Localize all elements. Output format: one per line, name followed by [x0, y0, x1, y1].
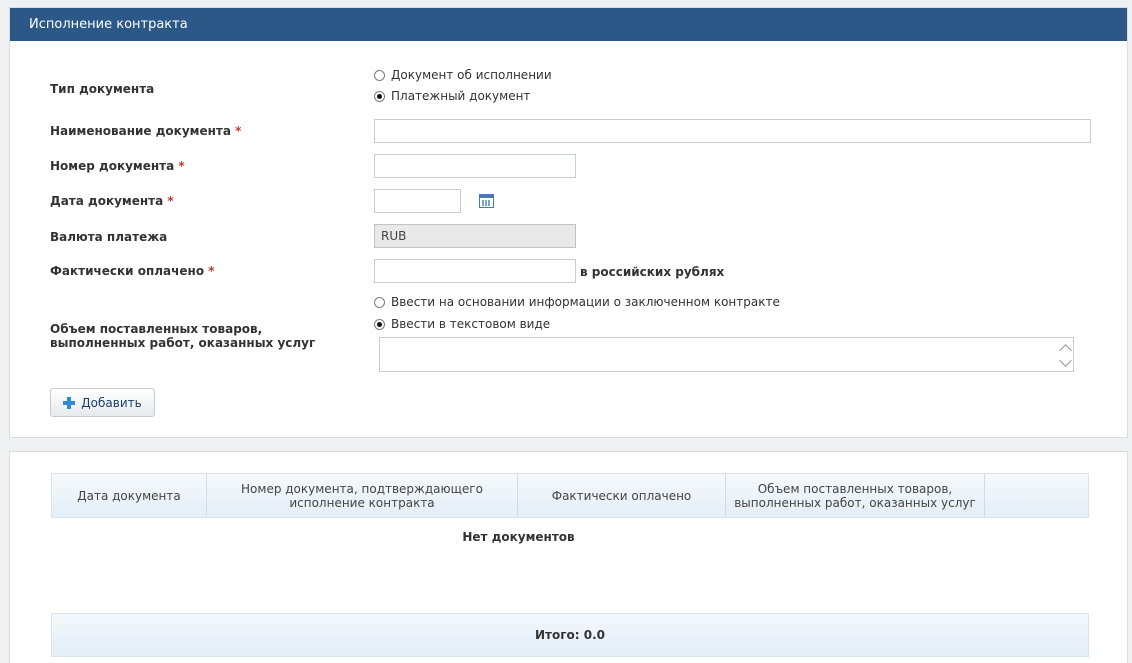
doc-number-input[interactable] — [374, 154, 576, 178]
radio-button[interactable] — [374, 91, 385, 102]
paid-currency-note: в российских рублях — [580, 265, 725, 279]
contract-execution-panel — [9, 7, 1128, 438]
table-header — [51, 473, 1089, 518]
radio-label: Ввести на основании информации о заключенном контракте — [391, 295, 780, 309]
radio-button[interactable] — [374, 319, 385, 330]
paid-input[interactable] — [374, 259, 576, 283]
paid-label-text: Фактически оплачено — [50, 264, 205, 278]
radio-volume-from-contract[interactable] — [374, 295, 780, 309]
doc-number-label — [50, 159, 185, 173]
doc-date-label-text: Дата документа — [50, 194, 164, 208]
radio-volume-text[interactable] — [374, 317, 550, 331]
radio-payment-doc[interactable] — [374, 89, 530, 103]
required-mark: * — [208, 264, 215, 278]
column-header-volume: Объем поставленных товаров, выполненных работ, оказанных услуг — [726, 474, 985, 517]
doc-date-label — [50, 194, 174, 208]
doc-number-label-text: Номер документа — [50, 159, 175, 173]
panel-title: Исполнение контракта — [10, 8, 1127, 41]
currency-field: RUB — [374, 224, 576, 248]
required-mark: * — [235, 124, 242, 138]
empty-table-message: Нет документов — [462, 530, 575, 544]
volume-label-line1: Объем поставленных товаров, — [50, 322, 263, 336]
required-mark: * — [178, 159, 185, 173]
radio-button[interactable] — [374, 297, 385, 308]
column-header-date: Дата документа — [52, 474, 207, 517]
add-button[interactable] — [50, 388, 155, 417]
doc-type-label: Тип документа — [50, 82, 155, 96]
volume-textarea[interactable] — [379, 337, 1074, 372]
radio-label: Документ об исполнении — [391, 68, 552, 82]
column-header-actions — [985, 474, 1088, 517]
required-mark: * — [167, 194, 174, 208]
currency-label: Валюта платежа — [50, 230, 168, 244]
radio-button[interactable] — [374, 70, 385, 81]
volume-label-line2: выполненных работ, оказанных услуг — [50, 336, 316, 350]
plus-icon — [63, 397, 75, 409]
doc-name-label — [50, 124, 241, 138]
table-total: Итого: 0.0 — [51, 613, 1089, 657]
radio-label: Платежный документ — [391, 89, 531, 103]
doc-name-label-text: Наименование документа — [50, 124, 231, 138]
scroll-down-icon[interactable] — [1059, 354, 1072, 367]
doc-name-input[interactable] — [374, 119, 1091, 143]
doc-date-input[interactable] — [374, 189, 461, 213]
add-button-label: Добавить — [81, 395, 142, 410]
radio-label: Ввести в текстовом виде — [391, 317, 551, 331]
documents-panel — [9, 451, 1128, 663]
paid-label — [50, 264, 215, 278]
column-header-number: Номер документа, подтверждающего исполнение контракта — [207, 474, 518, 517]
column-header-paid: Фактически оплачено — [518, 474, 726, 517]
radio-doc-execution[interactable] — [374, 68, 552, 82]
calendar-icon[interactable] — [479, 194, 494, 208]
